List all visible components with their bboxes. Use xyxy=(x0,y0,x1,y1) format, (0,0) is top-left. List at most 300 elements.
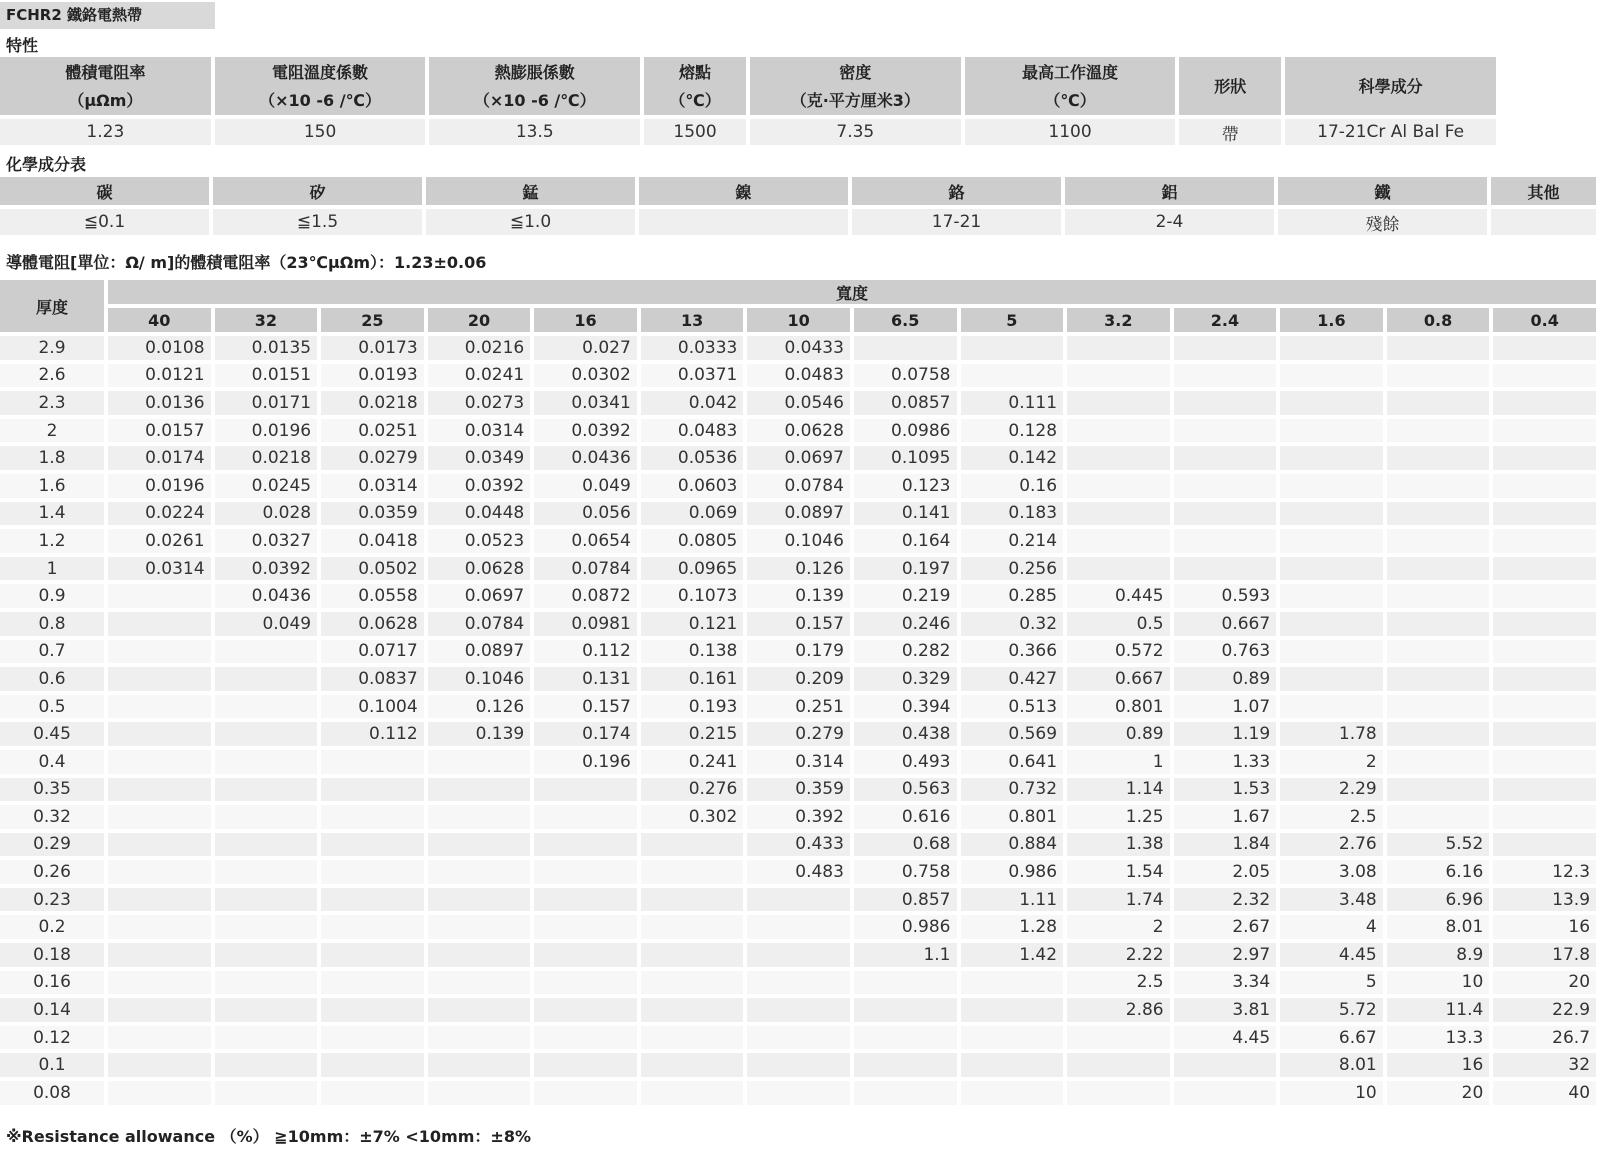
resistance-cell xyxy=(641,1026,748,1054)
resistance-cell xyxy=(215,695,322,723)
resistance-cell: 3.34 xyxy=(1174,971,1281,999)
width-column-header: 3.2 xyxy=(1067,308,1174,336)
resistance-cell xyxy=(641,943,748,971)
property-header-4 xyxy=(750,57,965,119)
resistance-cell: 0.214 xyxy=(961,529,1068,557)
resistance-cell xyxy=(1493,584,1600,612)
resistance-cell xyxy=(1387,584,1494,612)
resistance-cell: 3.08 xyxy=(1280,860,1387,888)
resistance-cell xyxy=(1387,474,1494,502)
table-row xyxy=(0,336,1600,364)
property-header-line1: 電阻溫度係數 xyxy=(272,63,369,82)
table-row xyxy=(0,640,1600,668)
resistance-cell: 16 xyxy=(1493,915,1600,943)
table-row xyxy=(0,971,1600,999)
resistance-cell xyxy=(108,805,215,833)
chemistry-header-row xyxy=(0,177,1600,209)
property-header-0 xyxy=(0,57,215,119)
resistance-cell xyxy=(961,1081,1068,1109)
resistance-cell xyxy=(534,778,641,806)
thickness-cell: 0.26 xyxy=(0,860,108,888)
resistance-cell xyxy=(1174,474,1281,502)
resistance-cell: 0.986 xyxy=(961,860,1068,888)
thickness-cell: 0.35 xyxy=(0,778,108,806)
resistance-cell: 0.0897 xyxy=(428,640,535,668)
resistance-cell: 0.0758 xyxy=(854,364,961,392)
resistance-cell xyxy=(428,750,535,778)
property-value-5: 1100 xyxy=(965,119,1180,149)
resistance-label: 導體電阻[單位：Ω/ m]的體積電阻率（23℃μΩm）：1.23±0.06 xyxy=(6,253,487,272)
resistance-cell xyxy=(641,998,748,1026)
table-row xyxy=(0,419,1600,447)
width-column-header: 10 xyxy=(747,308,854,336)
resistance-cell: 1.07 xyxy=(1174,695,1281,723)
resistance-cell: 2.76 xyxy=(1280,833,1387,861)
resistance-cell xyxy=(1493,667,1600,695)
resistance-cell: 0.0981 xyxy=(534,612,641,640)
table-row xyxy=(0,1053,1600,1081)
resistance-cell xyxy=(108,612,215,640)
resistance-allowance-note: ※Resistance allowance （%） ≧10mm：±7% <10mm：±8% xyxy=(6,1127,531,1146)
resistance-cell xyxy=(534,915,641,943)
resistance-cell xyxy=(321,805,428,833)
thickness-cell: 1.6 xyxy=(0,474,108,502)
resistance-cell: 0.0965 xyxy=(641,557,748,585)
resistance-cell: 1.84 xyxy=(1174,833,1281,861)
resistance-cell: 0.0483 xyxy=(747,364,854,392)
resistance-cell: 0.314 xyxy=(747,750,854,778)
resistance-cell: 0.0392 xyxy=(428,474,535,502)
chemistry-value-1: ≦1.5 xyxy=(213,209,426,239)
resistance-cell: 0.279 xyxy=(747,722,854,750)
resistance-cell: 0.112 xyxy=(534,640,641,668)
resistance-cell: 0.0872 xyxy=(534,584,641,612)
resistance-cell: 0.763 xyxy=(1174,640,1281,668)
resistance-cell xyxy=(321,998,428,1026)
resistance-cell xyxy=(1067,419,1174,447)
resistance-cell xyxy=(1387,695,1494,723)
resistance-cell: 13.3 xyxy=(1387,1026,1494,1054)
thickness-cell: 0.7 xyxy=(0,640,108,668)
properties-label: 特性 xyxy=(6,36,39,55)
resistance-cell: 0.857 xyxy=(854,888,961,916)
resistance-cell xyxy=(1067,1081,1174,1109)
resistance-cell: 0.0546 xyxy=(747,391,854,419)
resistance-cell xyxy=(1493,502,1600,530)
resistance-cell xyxy=(321,1081,428,1109)
resistance-cell: 0.049 xyxy=(534,474,641,502)
resistance-cell: 0.0216 xyxy=(428,336,535,364)
resistance-cell: 0.732 xyxy=(961,778,1068,806)
resistance-cell: 6.16 xyxy=(1387,860,1494,888)
resistance-cell: 0.0349 xyxy=(428,446,535,474)
resistance-cell: 0.641 xyxy=(961,750,1068,778)
resistance-cell xyxy=(215,860,322,888)
resistance-cell: 0.986 xyxy=(854,915,961,943)
resistance-cell: 10 xyxy=(1387,971,1494,999)
table-row xyxy=(0,722,1600,750)
resistance-cell xyxy=(215,943,322,971)
width-column-header: 16 xyxy=(534,308,641,336)
resistance-cell: 0.219 xyxy=(854,584,961,612)
resistance-cell: 1.1 xyxy=(854,943,961,971)
resistance-cell xyxy=(854,1026,961,1054)
table-row xyxy=(0,915,1600,943)
property-header-line1: 密度 xyxy=(839,63,872,82)
resistance-cell xyxy=(1493,750,1600,778)
resistance-cell: 1.54 xyxy=(1067,860,1174,888)
resistance-cell: 0.183 xyxy=(961,502,1068,530)
table-row xyxy=(0,446,1600,474)
resistance-cell: 0.0392 xyxy=(534,419,641,447)
resistance-header-row-2 xyxy=(0,308,1600,336)
resistance-cell: 2.5 xyxy=(1280,805,1387,833)
table-row xyxy=(0,833,1600,861)
resistance-cell: 16 xyxy=(1387,1053,1494,1081)
resistance-cell xyxy=(1174,1053,1281,1081)
resistance-cell xyxy=(1280,419,1387,447)
resistance-cell: 0.0558 xyxy=(321,584,428,612)
resistance-cell: 4.45 xyxy=(1174,1026,1281,1054)
resistance-cell xyxy=(1387,667,1494,695)
resistance-cell xyxy=(321,778,428,806)
resistance-cell: 0.0218 xyxy=(321,391,428,419)
resistance-cell: 0.433 xyxy=(747,833,854,861)
resistance-cell xyxy=(1174,446,1281,474)
chemistry-header-4: 鉻 xyxy=(852,177,1065,209)
resistance-cell: 0.193 xyxy=(641,695,748,723)
resistance-cell: 0.572 xyxy=(1067,640,1174,668)
resistance-cell xyxy=(1387,391,1494,419)
resistance-cell: 1.28 xyxy=(961,915,1068,943)
resistance-cell xyxy=(1067,474,1174,502)
resistance-cell xyxy=(1493,529,1600,557)
resistance-cell xyxy=(1280,336,1387,364)
resistance-cell: 0.667 xyxy=(1067,667,1174,695)
resistance-cell: 0.174 xyxy=(534,722,641,750)
resistance-cell xyxy=(1280,474,1387,502)
resistance-cell: 0.0333 xyxy=(641,336,748,364)
resistance-cell xyxy=(108,915,215,943)
table-row xyxy=(0,998,1600,1026)
resistance-cell: 0.801 xyxy=(961,805,1068,833)
resistance-cell: 0.0196 xyxy=(215,419,322,447)
resistance-cell: 0.139 xyxy=(747,584,854,612)
thickness-cell: 0.18 xyxy=(0,943,108,971)
resistance-cell xyxy=(1067,446,1174,474)
resistance-cell xyxy=(1387,612,1494,640)
resistance-cell xyxy=(1174,1081,1281,1109)
resistance-cell: 1.67 xyxy=(1174,805,1281,833)
thickness-cell: 2.6 xyxy=(0,364,108,392)
resistance-cell: 0.0392 xyxy=(215,557,322,585)
resistance-cell xyxy=(428,888,535,916)
resistance-cell: 1.25 xyxy=(1067,805,1174,833)
resistance-cell xyxy=(854,1053,961,1081)
resistance-cell: 0.0784 xyxy=(747,474,854,502)
resistance-cell: 0.0628 xyxy=(321,612,428,640)
resistance-cell: 0.131 xyxy=(534,667,641,695)
property-value-7: 17-21Cr Al Bal Fe xyxy=(1285,119,1500,149)
resistance-cell xyxy=(854,1081,961,1109)
property-header-line2: （℃） xyxy=(1044,91,1096,110)
resistance-cell xyxy=(108,695,215,723)
property-header-line2: （℃） xyxy=(669,91,721,110)
resistance-cell: 0.0502 xyxy=(321,557,428,585)
resistance-cell xyxy=(1067,336,1174,364)
resistance-cell: 0.028 xyxy=(215,502,322,530)
table-row xyxy=(0,502,1600,530)
property-header-6 xyxy=(1179,57,1285,119)
resistance-cell: 4.45 xyxy=(1280,943,1387,971)
resistance-cell: 0.0371 xyxy=(641,364,748,392)
width-column-header: 5 xyxy=(961,308,1068,336)
resistance-cell: 0.445 xyxy=(1067,584,1174,612)
resistance-cell: 0.161 xyxy=(641,667,748,695)
resistance-cell xyxy=(321,1026,428,1054)
resistance-cell xyxy=(1067,529,1174,557)
thickness-cell: 2.3 xyxy=(0,391,108,419)
resistance-cell xyxy=(747,888,854,916)
resistance-cell: 8.9 xyxy=(1387,943,1494,971)
resistance-cell xyxy=(534,998,641,1026)
resistance-cell: 0.0171 xyxy=(215,391,322,419)
resistance-cell xyxy=(108,640,215,668)
resistance-cell: 2.32 xyxy=(1174,888,1281,916)
chemistry-value-0: ≦0.1 xyxy=(0,209,213,239)
thickness-cell: 0.16 xyxy=(0,971,108,999)
resistance-cell xyxy=(1174,529,1281,557)
resistance-cell: 0.0314 xyxy=(321,474,428,502)
resistance-cell: 0.0448 xyxy=(428,502,535,530)
resistance-cell xyxy=(961,1053,1068,1081)
resistance-cell: 0.0136 xyxy=(108,391,215,419)
resistance-cell xyxy=(1067,1053,1174,1081)
resistance-cell: 1.33 xyxy=(1174,750,1281,778)
resistance-cell: 1.14 xyxy=(1067,778,1174,806)
width-column-header: 40 xyxy=(108,308,215,336)
resistance-cell xyxy=(108,1081,215,1109)
resistance-cell: 0.142 xyxy=(961,446,1068,474)
resistance-cell: 0.282 xyxy=(854,640,961,668)
resistance-cell xyxy=(108,667,215,695)
resistance-cell xyxy=(1280,446,1387,474)
resistance-cell xyxy=(747,971,854,999)
resistance-cell xyxy=(747,1053,854,1081)
resistance-cell xyxy=(1174,419,1281,447)
resistance-cell xyxy=(1280,584,1387,612)
table-row xyxy=(0,391,1600,419)
resistance-cell xyxy=(215,998,322,1026)
resistance-cell: 0.069 xyxy=(641,502,748,530)
resistance-cell xyxy=(1493,722,1600,750)
resistance-cell: 0.0196 xyxy=(108,474,215,502)
resistance-cell: 8.01 xyxy=(1387,915,1494,943)
resistance-cell: 0.0273 xyxy=(428,391,535,419)
chemistry-value-5: 2-4 xyxy=(1065,209,1278,239)
property-value-4: 7.35 xyxy=(750,119,965,149)
resistance-cell: 0.0314 xyxy=(108,557,215,585)
resistance-cell: 5.72 xyxy=(1280,998,1387,1026)
resistance-cell xyxy=(215,1053,322,1081)
resistance-cell xyxy=(321,860,428,888)
resistance-cell xyxy=(534,888,641,916)
property-value-2: 13.5 xyxy=(429,119,644,149)
resistance-cell xyxy=(1387,722,1494,750)
resistance-cell xyxy=(747,1026,854,1054)
resistance-cell: 10 xyxy=(1280,1081,1387,1109)
resistance-cell: 0.196 xyxy=(534,750,641,778)
chemistry-value-row xyxy=(0,209,1600,239)
resistance-cell xyxy=(961,971,1068,999)
table-row xyxy=(0,529,1600,557)
property-value-6: 帶 xyxy=(1179,119,1285,149)
chemistry-value-4: 17-21 xyxy=(852,209,1065,239)
resistance-cell xyxy=(321,915,428,943)
resistance-cell xyxy=(1387,364,1494,392)
resistance-cell: 0.493 xyxy=(854,750,961,778)
resistance-cell: 0.0436 xyxy=(534,446,641,474)
resistance-cell: 0.513 xyxy=(961,695,1068,723)
thickness-cell: 0.6 xyxy=(0,667,108,695)
table-row xyxy=(0,750,1600,778)
resistance-cell: 0.0784 xyxy=(534,557,641,585)
resistance-cell: 0.111 xyxy=(961,391,1068,419)
resistance-cell xyxy=(108,888,215,916)
resistance-cell xyxy=(1493,336,1600,364)
resistance-cell xyxy=(1174,364,1281,392)
resistance-cell xyxy=(1280,640,1387,668)
resistance-cell: 26.7 xyxy=(1493,1026,1600,1054)
resistance-cell: 0.0359 xyxy=(321,502,428,530)
resistance-cell: 0.593 xyxy=(1174,584,1281,612)
resistance-cell xyxy=(854,971,961,999)
resistance-cell: 0.0897 xyxy=(747,502,854,530)
thickness-cell: 0.32 xyxy=(0,805,108,833)
resistance-cell xyxy=(108,722,215,750)
resistance-cell xyxy=(1493,419,1600,447)
resistance-cell: 0.0654 xyxy=(534,529,641,557)
thickness-cell: 0.23 xyxy=(0,888,108,916)
thickness-cell: 0.8 xyxy=(0,612,108,640)
thickness-cell: 2.9 xyxy=(0,336,108,364)
resistance-cell xyxy=(641,888,748,916)
resistance-cell: 0.0603 xyxy=(641,474,748,502)
width-column-header: 2.4 xyxy=(1174,308,1281,336)
resistance-cell xyxy=(1174,557,1281,585)
resistance-cell: 1.74 xyxy=(1067,888,1174,916)
resistance-cell: 0.884 xyxy=(961,833,1068,861)
resistance-cell xyxy=(215,1081,322,1109)
chemistry-header-1: 矽 xyxy=(213,177,426,209)
table-row xyxy=(0,695,1600,723)
resistance-cell xyxy=(428,1081,535,1109)
resistance-cell: 0.394 xyxy=(854,695,961,723)
resistance-cell: 0.0717 xyxy=(321,640,428,668)
resistance-cell xyxy=(961,336,1068,364)
resistance-cell: 2.22 xyxy=(1067,943,1174,971)
resistance-cell: 0.89 xyxy=(1174,667,1281,695)
resistance-cell xyxy=(1493,557,1600,585)
resistance-cell xyxy=(747,943,854,971)
resistance-cell xyxy=(1280,502,1387,530)
resistance-cell xyxy=(641,1053,748,1081)
resistance-cell: 0.0784 xyxy=(428,612,535,640)
resistance-cell: 0.056 xyxy=(534,502,641,530)
resistance-cell: 0.0245 xyxy=(215,474,322,502)
resistance-cell: 0.0697 xyxy=(747,446,854,474)
property-header-line2: （μΩm） xyxy=(68,91,143,110)
width-column-header: 32 xyxy=(215,308,322,336)
resistance-cell: 0.0218 xyxy=(215,446,322,474)
resistance-cell: 0.128 xyxy=(961,419,1068,447)
resistance-cell: 0.0157 xyxy=(108,419,215,447)
resistance-cell xyxy=(108,584,215,612)
resistance-cell: 0.359 xyxy=(747,778,854,806)
table-row xyxy=(0,805,1600,833)
resistance-cell: 0.0327 xyxy=(215,529,322,557)
resistance-cell xyxy=(428,1053,535,1081)
resistance-cell xyxy=(534,1081,641,1109)
resistance-cell xyxy=(215,778,322,806)
thickness-cell: 0.08 xyxy=(0,1081,108,1109)
resistance-cell xyxy=(108,998,215,1026)
resistance-cell xyxy=(1174,336,1281,364)
chemistry-header-3: 鎳 xyxy=(639,177,852,209)
resistance-cell: 0.246 xyxy=(854,612,961,640)
resistance-cell: 0.1046 xyxy=(747,529,854,557)
resistance-cell xyxy=(1174,391,1281,419)
resistance-cell: 2.86 xyxy=(1067,998,1174,1026)
property-header-5 xyxy=(965,57,1180,119)
resistance-cell xyxy=(534,833,641,861)
resistance-cell xyxy=(108,860,215,888)
resistance-cell: 0.0483 xyxy=(641,419,748,447)
resistance-cell xyxy=(1493,640,1600,668)
resistance-cell xyxy=(961,1026,1068,1054)
resistance-cell xyxy=(321,971,428,999)
resistance-cell xyxy=(747,1081,854,1109)
resistance-cell xyxy=(428,971,535,999)
property-header-3 xyxy=(644,57,750,119)
chemistry-header-7: 其他 xyxy=(1491,177,1600,209)
property-value-1: 150 xyxy=(215,119,430,149)
table-row xyxy=(0,943,1600,971)
resistance-cell: 0.0523 xyxy=(428,529,535,557)
resistance-cell xyxy=(641,971,748,999)
resistance-cell xyxy=(108,833,215,861)
chemistry-header-5: 鋁 xyxy=(1065,177,1278,209)
resistance-cell: 0.0436 xyxy=(215,584,322,612)
resistance-cell: 0.483 xyxy=(747,860,854,888)
resistance-cell: 8.01 xyxy=(1280,1053,1387,1081)
property-header-7 xyxy=(1285,57,1500,119)
resistance-cell xyxy=(641,860,748,888)
resistance-cell xyxy=(534,971,641,999)
resistance-cell: 0.32 xyxy=(961,612,1068,640)
resistance-cell: 0.0251 xyxy=(321,419,428,447)
chemistry-header-2: 錳 xyxy=(426,177,639,209)
table-row xyxy=(0,860,1600,888)
resistance-cell xyxy=(1493,805,1600,833)
resistance-cell: 0.121 xyxy=(641,612,748,640)
width-column-header: 13 xyxy=(641,308,748,336)
resistance-cell: 0.179 xyxy=(747,640,854,668)
resistance-cell xyxy=(321,943,428,971)
thickness-cell: 0.45 xyxy=(0,722,108,750)
resistance-cell xyxy=(1067,391,1174,419)
properties-value-row xyxy=(0,119,1500,149)
